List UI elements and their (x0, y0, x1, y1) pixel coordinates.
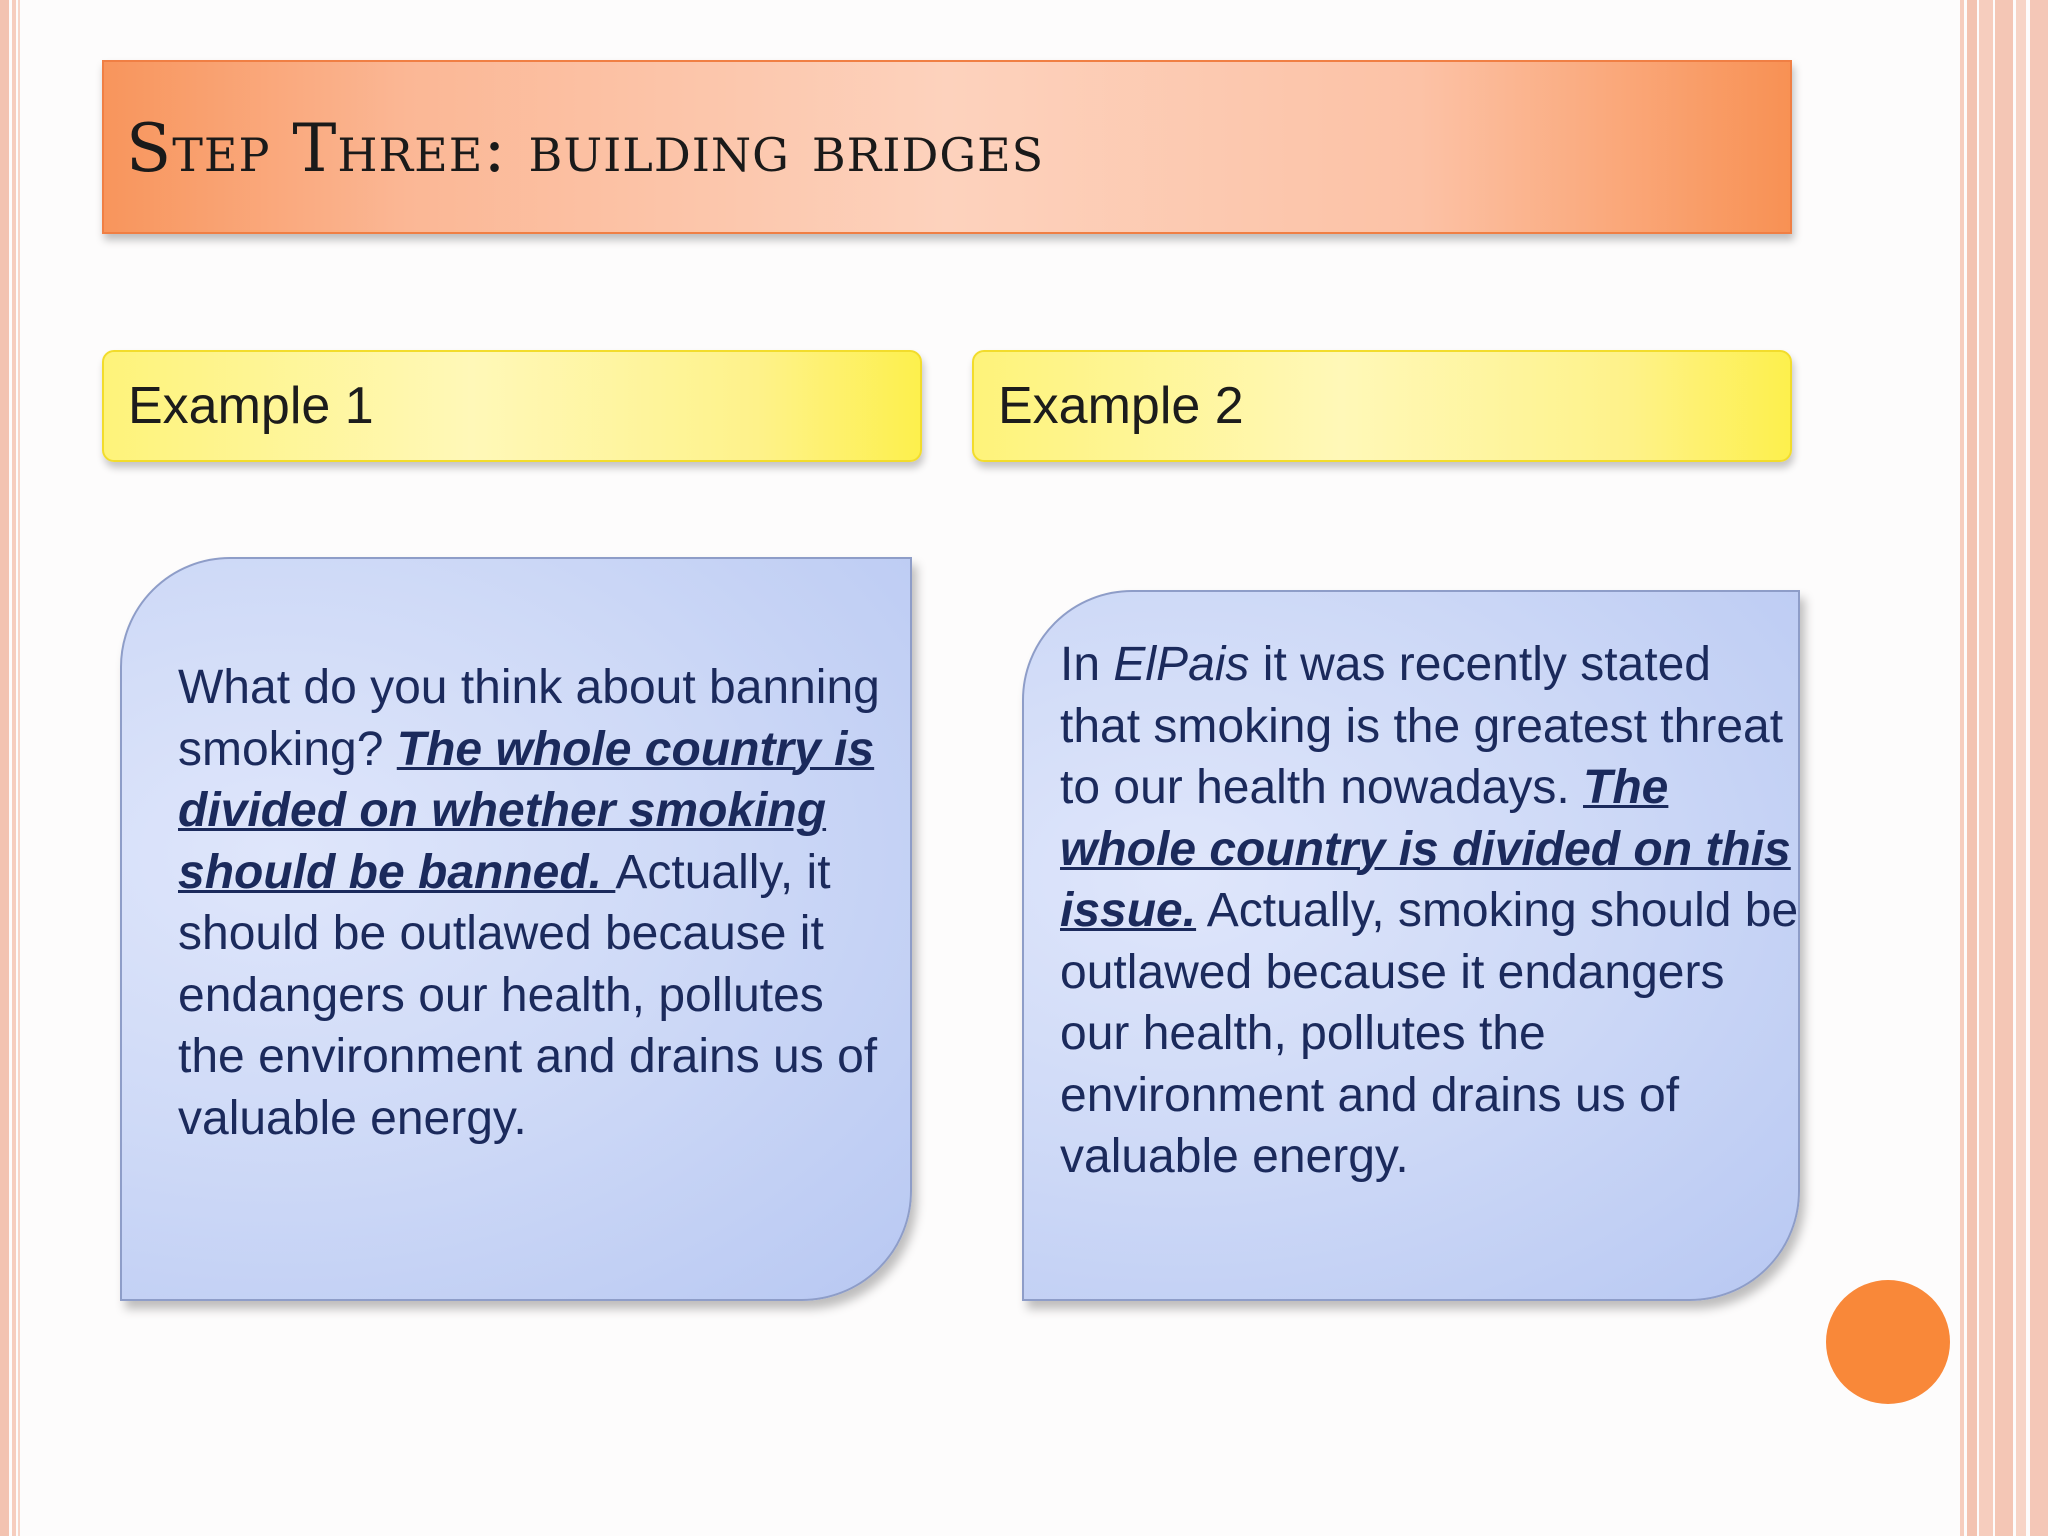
right-border-stripe (1967, 0, 1977, 1536)
right-border-stripe (2030, 0, 2048, 1536)
example-1-intro: What do you think about banning smoking? (178, 661, 880, 776)
example-1-rest: Actually, it should be outlawed because it endangers our health, pollutes the environment and drains us of valuable energy. (178, 845, 878, 1145)
example-2-text (1060, 634, 1800, 1188)
example-2-label: Example 2 (998, 377, 1244, 435)
right-border-stripe (1960, 0, 1964, 1536)
example-2-intro: it was recently stated that smoking is the greatest threat to our health nowadays. (1060, 638, 1784, 814)
decorative-orange-circle (1826, 1280, 1950, 1404)
example-2-label-box (972, 350, 1792, 462)
example-1-text (178, 657, 898, 1149)
example-2-in: In (1060, 638, 1114, 691)
right-border-stripe (1995, 0, 2013, 1536)
title-bar (102, 60, 1792, 234)
left-border-stripe (18, 0, 20, 1536)
example-2-card (1022, 590, 1800, 1301)
example-2-source: ElPais (1113, 638, 1250, 691)
left-border-stripe (12, 0, 16, 1536)
left-border-stripe (0, 0, 9, 1536)
right-border-stripe (1979, 0, 1993, 1536)
example-2-rest: Actually, smoking should be outlawed because it endangers our health, pollutes the environment and drains us of valuable energy. (1060, 884, 1799, 1183)
example-1-label-box (102, 350, 922, 462)
example-1-label: Example 1 (128, 377, 374, 435)
slide-title: Step Three: building bridges (126, 110, 1045, 187)
example-2-emphasis: The whole country is divided on this issue. (1060, 761, 1791, 937)
example-1-emphasis: The whole country is divided on whether smoking should be banned. (178, 722, 875, 899)
right-border-stripe (2016, 0, 2026, 1536)
example-1-card (120, 557, 912, 1301)
